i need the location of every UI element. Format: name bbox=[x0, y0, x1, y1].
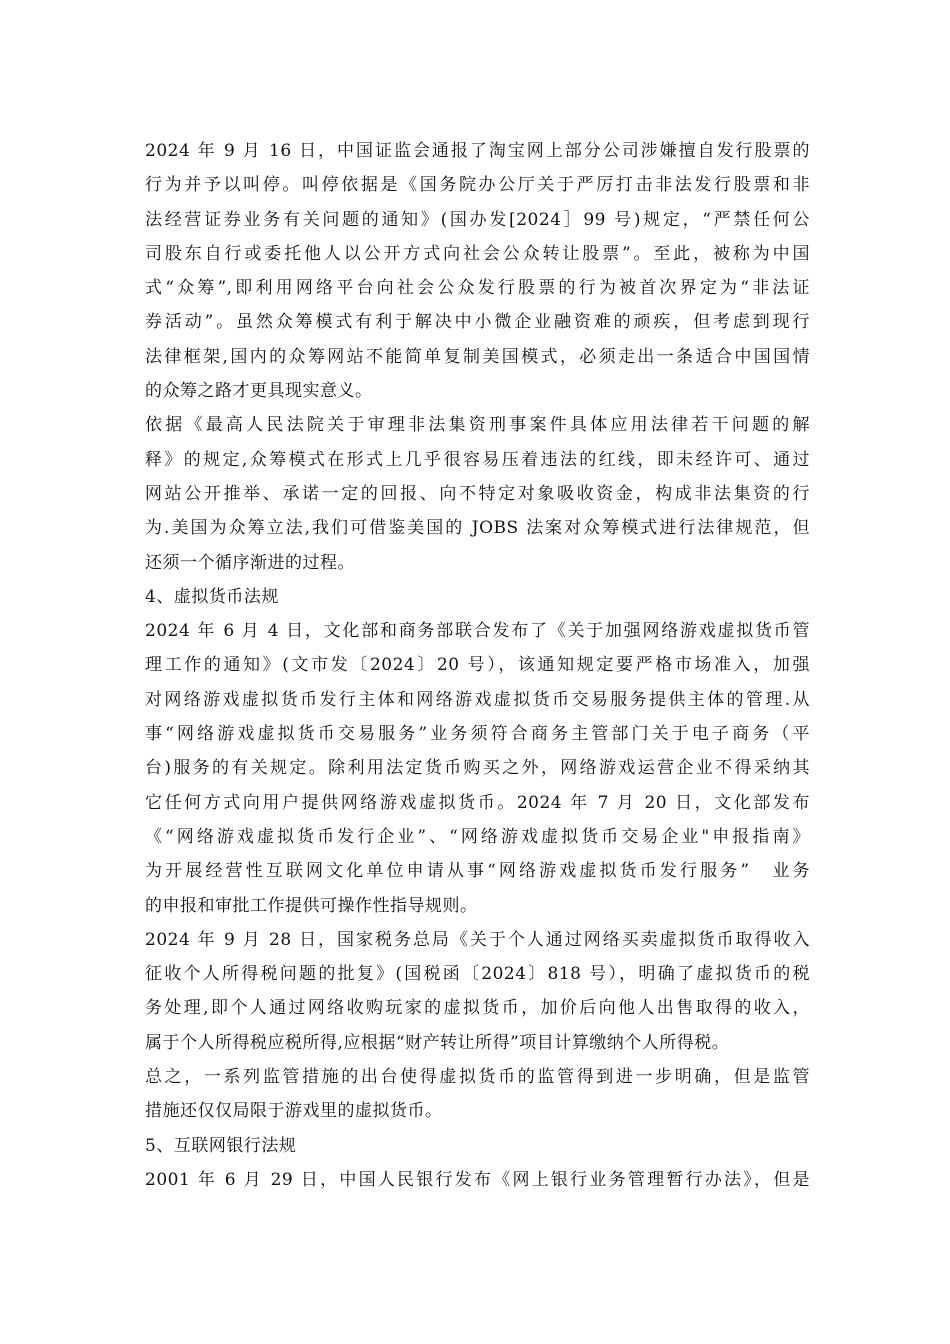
text-line: 为.美国为众筹立法,我们可借鉴美国的 JOBS 法案对众筹模式进行法律规范，但 bbox=[145, 518, 810, 539]
text-line: 司股东自行或委托他人以公开方式向社会公众转让股票”。至此，被称为中国 bbox=[145, 243, 810, 264]
text-line: 它任何方式向用户提供网络游戏虚拟货币。2024 年 7 月 20 日，文化部发布 bbox=[145, 792, 810, 813]
text-line: 网站公开推举、承诺一定的回报、向不特定对象吸收资金，构成非法集资的行 bbox=[145, 483, 810, 504]
text-line: 理工作的通知》(文市发〔2024〕20 号），该通知规定要严格市场准入，加强 bbox=[145, 655, 810, 676]
text-line: 的众筹之路才更具现实意义。 bbox=[145, 381, 373, 402]
text-line: 法律框架,国内的众筹网站不能简单复制美国模式，必须走出一条适合中国国情 bbox=[145, 346, 810, 367]
text-line: 对网络游戏虚拟货币发行主体和网络游戏虚拟货币交易服务提供主体的管理.从 bbox=[145, 689, 810, 710]
text-line: 依据《最高人民法院关于审理非法集资刑事案件具体应用法律若干问题的解 bbox=[145, 415, 810, 436]
text-line: 务处理,即个人通过网络收购玩家的虚拟货币，加价后向他人出售取得的收入， bbox=[145, 998, 810, 1019]
text-line: 行为并予以叫停。叫停依据是《国务院办公厅关于严厉打击非法发行股票和非 bbox=[145, 175, 810, 196]
document-body bbox=[145, 134, 810, 1197]
text-line: 2024 年 9 月 28 日，国家税务总局《关于个人通过网络买卖虚拟货币取得收入 bbox=[145, 929, 810, 950]
text-line: 2001 年 6 月 29 日，中国人民银行发布《网上银行业务管理暂行办法》，但是 bbox=[145, 1169, 810, 1190]
text-line: 为开展经营性互联网文化单位申请从事“网络游戏虚拟货币发行服务” 业务 bbox=[145, 861, 810, 882]
text-line: 2024 年 6 月 4 日，文化部和商务部联合发布了《关于加强网络游戏虚拟货币管 bbox=[145, 621, 810, 642]
section-heading: 5、互联网银行法规 bbox=[145, 1135, 297, 1156]
text-line: 券活动”。虽然众筹模式有利于解决中小微企业融资难的顽疾，但考虑到现行 bbox=[145, 312, 810, 333]
text-line: 释》的规定,众筹模式在形式上几乎很容易压着违法的红线，即未经许可、通过 bbox=[145, 449, 810, 470]
section-heading: 4、虚拟货币法规 bbox=[145, 586, 279, 607]
text-line: 总之，一系列监管措施的出台使得虚拟货币的监管得到进一步明确，但是监管 bbox=[145, 1067, 810, 1088]
text-line: 征收个人所得税问题的批复》(国税函〔2024〕818 号），明确了虚拟货币的税 bbox=[145, 964, 810, 985]
text-line: 式“众筹”,即利用网络平台向社会公众发行股票的行为被首次界定为“非法证 bbox=[145, 278, 810, 299]
text-line: 法经营证券业务有关问题的通知》(国办发[2024］99 号)规定，“严禁任何公 bbox=[145, 209, 810, 230]
text-line: 的申报和审批工作提供可操作性指导规则。 bbox=[145, 895, 478, 916]
text-line: 措施还仅仅局限于游戏里的虚拟货币。 bbox=[145, 1101, 443, 1122]
text-line: 2024 年 9 月 16 日，中国证监会通报了淘宝网上部分公司涉嫌擅自发行股票的 bbox=[145, 141, 810, 161]
text-line: 还须一个循序渐进的过程。 bbox=[145, 552, 355, 573]
text-line: 事“网络游戏虚拟货币交易服务”业务须符合商务主管部门关于电子商务（平 bbox=[145, 724, 810, 745]
text-line: 属于个人所得税应税所得,应根据“财产转让所得”项目计算缴纳个人所得税。 bbox=[145, 1032, 730, 1053]
text-line: 台)服务的有关规定。除利用法定货币购买之外，网络游戏运营企业不得采纳其 bbox=[145, 758, 810, 779]
text-line: 《“网络游戏虚拟货币发行企业”、“网络游戏虚拟货币交易企业"申报指南》 bbox=[145, 826, 810, 847]
